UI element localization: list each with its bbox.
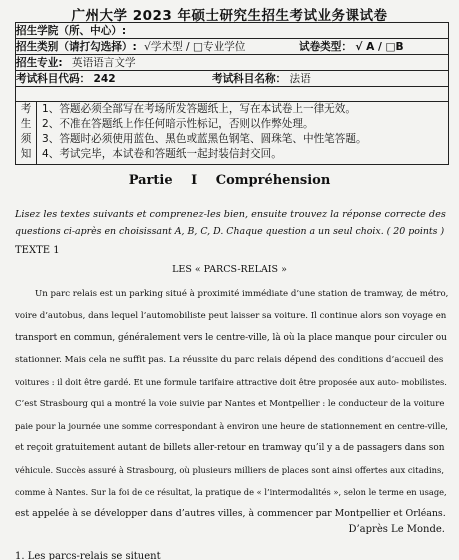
question-1: 1. Les parcs-relais se situent [15, 551, 161, 560]
subject-code-value: 242 [93, 73, 116, 85]
exam-title: 广州大学 2023 年硕士研究生招生考试业务课试卷 [71, 8, 388, 24]
instructions-line: Lisez les textes suivants et comprenez-les bien, ensuite trouvez la réponse correcte des [15, 209, 446, 220]
subject-name-value: 法语 [289, 73, 311, 85]
paragraph-line: et reçoit gratuitement autant de billets aller-retour en tramway qu’il y a de passagers dans son [15, 443, 445, 453]
paper-type-value: √ A / □B [355, 41, 404, 53]
subject-code-label: 考试科目代码： [16, 73, 91, 85]
notice-item: 1、答题必须全部写在考场所发答题纸上，写在本试卷上一律无效。 [42, 103, 356, 115]
major-value: 英语语言文学 [72, 57, 136, 69]
paragraph-line: véhicule. Succès assuré à Strasbourg, où plusieurs milliers de places sont ainsi offertes aux citadins, [15, 465, 444, 475]
notice-item: 3、答题时必须使用蓝色、黑色或蓝黑色钢笔、圆珠笔、中性笔答题。 [42, 133, 367, 145]
paragraph-line: comme à Nantes. Sur la foi de ce résultat, la pratique de « l’intermodalités », selon le terme en usage, [15, 487, 447, 497]
subject-name-label: 考试科目名称： [212, 73, 287, 85]
notice-char: 生 [20, 118, 32, 130]
candidate-notice-box [15, 101, 449, 165]
notice-char: 考 [20, 103, 32, 115]
notice-item: 4、考试完毕，本试卷和答题纸一起封装信封交回。 [42, 148, 282, 160]
school-label: 招生学院（所、中心）: [16, 25, 127, 37]
article-title: LES « PARCS-RELAIS » [172, 264, 287, 275]
subject-name [212, 71, 311, 87]
notice-char: 须 [20, 133, 32, 145]
paragraph-line: est appelée à se développer dans d’autres villes, à commencer par Montpellier et Orléans. [15, 508, 446, 519]
paper-type-label: 试卷类型： [299, 41, 352, 53]
paragraph-line: voire d’autobus, dans lequel l’automobiliste peut laisser sa voiture. Il continue alors son voyage en [15, 311, 447, 321]
part-title: Partie I Compréhension [128, 173, 331, 188]
instructions-line: questions ci-après en choisissant A, B, C, D. Chaque question a un seul choix. ( 20 points ) [15, 226, 445, 237]
category-value: √学术型 / □专业学位 [144, 41, 246, 53]
paragraph-line: voitures : il doit être gardé. Et une formule tarifaire attractive doit être proposée aux auto- mobilistes. [15, 377, 447, 387]
article-source: D’après Le Monde. [348, 524, 445, 535]
texte-label: TEXTE 1 [15, 245, 60, 256]
major-label: 招生专业: [16, 57, 63, 69]
paragraph-line: Un parc relais est un parking situé à proximité immédiate d’une station de tramway, de métro, [35, 289, 449, 299]
paragraph-line: paie pour la journée une somme correspondant à environ une heure de stationnement en centre-ville, [15, 421, 448, 431]
category-row [16, 39, 446, 55]
notice-side-column [16, 102, 37, 164]
notice-item: 2、不准在答题纸上作任何暗示性标记，否则以作弊处理。 [42, 118, 314, 130]
major-row [16, 55, 136, 71]
subject-row [16, 71, 446, 87]
school-row [16, 23, 126, 39]
paragraph-line: transport en commun, généralement vers le centre-ville, là où la place manque pour circuler ou [15, 333, 447, 343]
notice-char: 知 [20, 148, 32, 160]
paragraph-line: C’est Strasbourg qui a montré la voie suivie par Nantes et Montpellier : le conducteur de la voiture [15, 399, 445, 409]
category-label: 招生类别（请打勾选择）: [16, 41, 137, 53]
paper-type [299, 39, 404, 55]
paragraph-line: stationner. Mais cela ne suffit pas. La réussite du parc relais dépend des conditions d’accueil des [15, 355, 444, 365]
